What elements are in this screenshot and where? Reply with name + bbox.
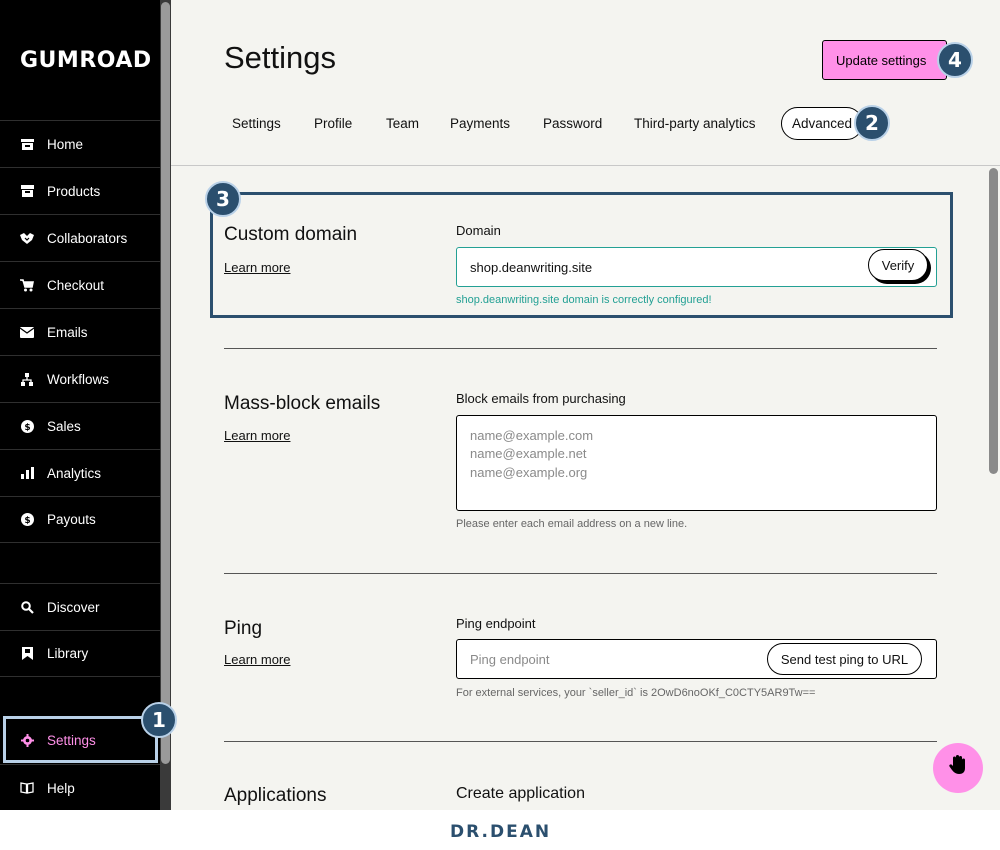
placeholder-line: name@example.net [470,446,587,461]
ping-endpoint-label: Ping endpoint [456,616,536,631]
tab-advanced[interactable]: Advanced [781,107,863,140]
sidebar-item-label: Products [47,183,101,199]
archive-icon [20,184,34,198]
sidebar-scrollbar-thumb[interactable] [161,2,170,764]
block-emails-hint: Please enter each email address on a new line. [456,518,688,530]
sidebar-item-analytics[interactable] [0,449,160,496]
settings-header [171,0,1000,166]
svg-text:$: $ [23,516,31,526]
envelope-icon [20,325,34,339]
block-emails-label: Block emails from purchasing [456,391,626,406]
page-title: Settings [224,40,337,75]
search-icon [20,600,34,614]
sidebar-item-home[interactable] [0,120,160,167]
tab-settings[interactable]: Settings [232,116,281,131]
custom-domain-title: Custom domain [224,224,358,245]
bookmark-icon [20,647,34,661]
mass-block-title: Mass-block emails [224,393,381,414]
domain-input-value: shop.deanwriting.site [470,260,593,275]
update-settings-button[interactable]: Update settings [822,40,947,80]
wave-hand-icon [946,753,970,783]
dollar-circle-icon [20,419,34,433]
ping-endpoint-placeholder: Ping endpoint [470,652,550,667]
sidebar-item-payouts[interactable] [0,496,160,543]
sidebar-item-emails[interactable] [0,308,160,355]
book-icon [20,781,34,795]
sidebar-item-collaborators[interactable] [0,214,160,261]
placeholder-line: name@example.org [470,465,588,480]
dollar-circle-icon [20,513,34,527]
main-scrollbar-thumb[interactable] [989,168,998,474]
domain-status-message: shop.deanwriting.site domain is correctly configured! [456,294,712,306]
settings-highlight-box [3,716,158,763]
placeholder-line: name@example.com [470,428,594,443]
step-badge-1: 1 [141,702,177,738]
sidebar-item-label: Emails [47,324,88,340]
ping-seller-id-hint: For external services, your `seller_id` is 2OwD6noOKf_C0CTY5AR9Tw== [456,687,816,699]
sidebar-item-label: Home [47,136,84,152]
sidebar-item-label: Settings [47,733,96,748]
sidebar-item-label: Discover [47,599,100,615]
cart-icon [20,278,34,292]
sidebar-item-library[interactable] [0,630,160,677]
sidebar-item-label: Help [47,780,75,796]
sidebar-scrollbar[interactable] [160,0,171,810]
tab-profile[interactable]: Profile [314,116,353,131]
handshake-icon [20,231,34,245]
block-emails-textarea[interactable] [456,415,937,511]
send-test-ping-button[interactable]: Send test ping to URL [767,643,922,675]
svg-text:$: $ [23,422,31,433]
sidebar-item-label: Workflows [47,371,110,387]
domain-input[interactable] [456,247,937,287]
sidebar-item-label: Library [47,646,89,661]
step-badge-2: 2 [854,105,890,141]
bar-chart-icon [20,466,34,480]
sidebar-item-workflows[interactable] [0,355,160,402]
tab-payments[interactable]: Payments [450,116,511,131]
domain-label: Domain [456,223,501,238]
watermark-logo: DR.DEAN [450,822,552,842]
sidebar-item-products[interactable] [0,167,160,214]
step-badge-3: 3 [205,181,241,217]
help-chat-button[interactable] [933,743,983,793]
step-badge-4: 4 [937,42,973,78]
custom-domain-learn-more-link[interactable]: Learn more [224,260,291,275]
mass-block-learn-more-link[interactable]: Learn more [224,428,291,443]
ping-learn-more-link[interactable]: Learn more [224,652,291,667]
sidebar-item-label: Collaborators [47,230,128,246]
applications-title: Applications [224,785,327,806]
verify-button[interactable]: Verify [868,249,928,281]
sidebar-item-discover[interactable] [0,583,160,630]
section-divider [224,348,937,349]
sidebar-item-label: Analytics [47,465,102,481]
sidebar-item-label: Checkout [47,277,105,293]
ping-title: Ping [224,618,263,639]
sidebar-item-help[interactable] [0,764,160,811]
home-icon [20,137,34,151]
sidebar-item-label: Sales [47,418,81,434]
sidebar-item-label: Payouts [47,512,96,527]
create-application-label: Create application [456,785,585,802]
sidebar-item-checkout[interactable] [0,261,160,308]
section-divider [224,573,937,574]
gumroad-logo[interactable]: GUMROAD [20,48,152,73]
workflow-icon [20,372,34,386]
tab-third-party-analytics[interactable]: Third-party analytics [634,116,756,131]
footer [0,810,1000,850]
tab-password[interactable]: Password [543,116,603,131]
sidebar-item-sales[interactable] [0,402,160,449]
section-divider [224,741,937,742]
sidebar [0,0,160,810]
tab-team[interactable]: Team [386,116,420,131]
